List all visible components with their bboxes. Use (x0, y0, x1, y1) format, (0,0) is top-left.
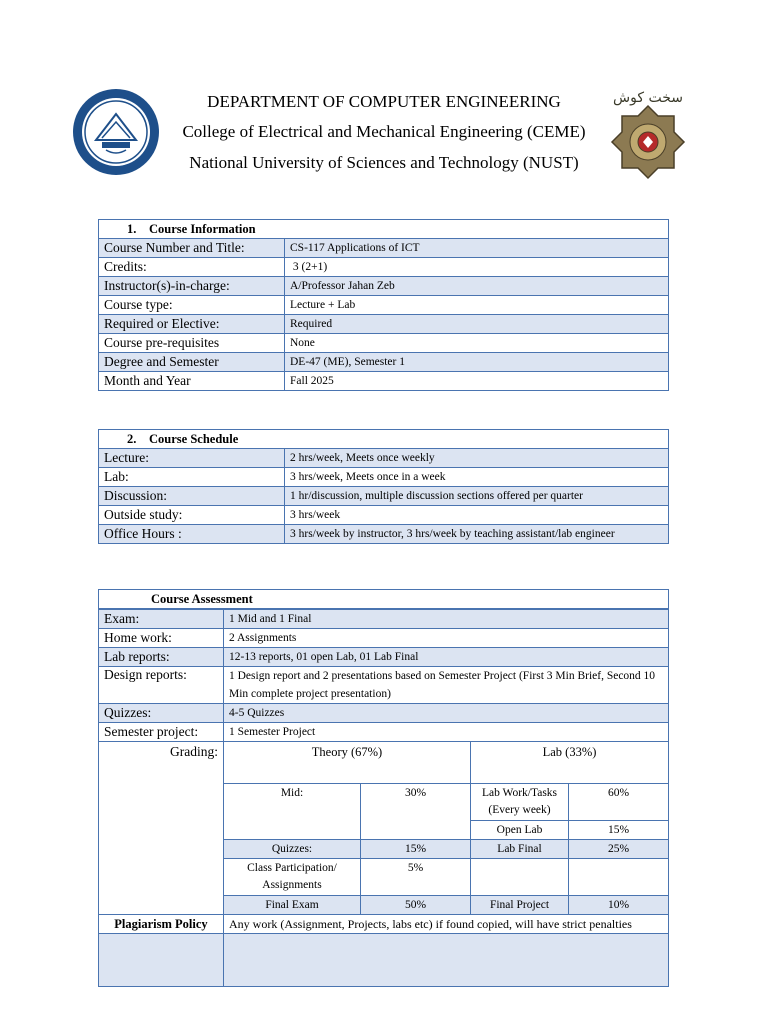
info-value: Required (285, 315, 669, 334)
assessment-key: Exam: (99, 609, 224, 629)
class-participation-pct: 5% (361, 859, 471, 896)
info-value: Fall 2025 (285, 372, 669, 391)
assessment-key: Design reports: (99, 667, 224, 704)
course-information-heading: 1. Course Information (99, 220, 669, 239)
info-value: None (285, 334, 669, 353)
course-information-table (98, 219, 669, 391)
info-value: A/Professor Jahan Zeb (285, 277, 669, 296)
mid-pct: 30% (361, 784, 471, 840)
assessment-key: Quizzes: (99, 704, 224, 723)
empty-cell (224, 934, 669, 987)
ceme-crest-logo (606, 84, 690, 184)
quizzes-label: Quizzes: (224, 840, 361, 859)
empty-cell (569, 859, 669, 896)
info-key: Degree and Semester (99, 353, 285, 372)
assessment-value: 12-13 reports, 01 open Lab, 01 Lab Final (224, 648, 669, 667)
assessment-key: Lab reports: (99, 648, 224, 667)
plagiarism-text: Any work (Assignment, Projects, labs etc) if found copied, will have strict penalties (224, 915, 669, 934)
schedule-value: 3 hrs/week, Meets once in a week (285, 468, 669, 487)
empty-cell (99, 934, 224, 987)
schedule-key: Office Hours : (99, 525, 285, 544)
mid-label: Mid: (224, 784, 361, 840)
assessment-value: 1 Design report and 2 presentations based on Semester Project (First 3 Min Brief, Second 10 Min complete project presentation) (224, 667, 669, 704)
university-title: National University of Sciences and Technology (NUST) (189, 153, 579, 172)
final-exam-label: Final Exam (224, 896, 361, 915)
assessment-value: 1 Semester Project (224, 723, 669, 742)
info-key: Course pre-requisites (99, 334, 285, 353)
schedule-key: Lecture: (99, 449, 285, 468)
lab-final-pct: 25% (569, 840, 669, 859)
lab-final-label: Lab Final (471, 840, 569, 859)
svg-text:سخت کوش: سخت کوش (613, 90, 683, 106)
department-title: DEPARTMENT OF COMPUTER ENGINEERING (207, 92, 561, 111)
info-value: 3 (2+1) (285, 258, 669, 277)
course-schedule-table (98, 429, 669, 544)
nust-logo (72, 88, 160, 176)
schedule-value: 3 hrs/week by instructor, 3 hrs/week by teaching assistant/lab engineer (285, 525, 669, 544)
assessment-key: Semester project: (99, 723, 224, 742)
college-title: College of Electrical and Mechanical Engineering (CEME) (182, 122, 586, 141)
course-assessment-table (98, 589, 669, 987)
open-lab-label: Open Lab (471, 821, 569, 840)
document-header (0, 0, 768, 200)
lab-work-label: Lab Work/Tasks (Every week) (471, 784, 569, 821)
info-key: Required or Elective: (99, 315, 285, 334)
info-key: Credits: (99, 258, 285, 277)
schedule-key: Lab: (99, 468, 285, 487)
assessment-key: Home work: (99, 629, 224, 648)
schedule-key: Discussion: (99, 487, 285, 506)
schedule-value: 1 hr/discussion, multiple discussion sections offered per quarter (285, 487, 669, 506)
schedule-value: 2 hrs/week, Meets once weekly (285, 449, 669, 468)
info-value: Lecture + Lab (285, 296, 669, 315)
empty-cell (471, 859, 569, 896)
final-project-label: Final Project (471, 896, 569, 915)
schedule-key: Outside study: (99, 506, 285, 525)
assessment-value: 2 Assignments (224, 629, 669, 648)
class-participation-label: Class Participation/ Assignments (224, 859, 361, 896)
theory-header: Theory (67%) (224, 742, 471, 784)
plagiarism-label: Plagiarism Policy (99, 915, 224, 934)
lab-work-pct: 60% (569, 784, 669, 821)
info-value: DE-47 (ME), Semester 1 (285, 353, 669, 372)
course-schedule-heading: 2. Course Schedule (99, 430, 669, 449)
assessment-value: 1 Mid and 1 Final (224, 609, 669, 629)
course-assessment-heading: Course Assessment (99, 590, 669, 610)
final-project-pct: 10% (569, 896, 669, 915)
final-exam-pct: 50% (361, 896, 471, 915)
info-key: Instructor(s)-in-charge: (99, 277, 285, 296)
grading-label: Grading: (99, 742, 224, 915)
info-key: Month and Year (99, 372, 285, 391)
schedule-value: 3 hrs/week (285, 506, 669, 525)
assessment-value: 4-5 Quizzes (224, 704, 669, 723)
info-value: CS-117 Applications of ICT (285, 239, 669, 258)
info-key: Course type: (99, 296, 285, 315)
info-key: Course Number and Title: (99, 239, 285, 258)
quizzes-pct: 15% (361, 840, 471, 859)
open-lab-pct: 15% (569, 821, 669, 840)
lab-header: Lab (33%) (471, 742, 669, 784)
